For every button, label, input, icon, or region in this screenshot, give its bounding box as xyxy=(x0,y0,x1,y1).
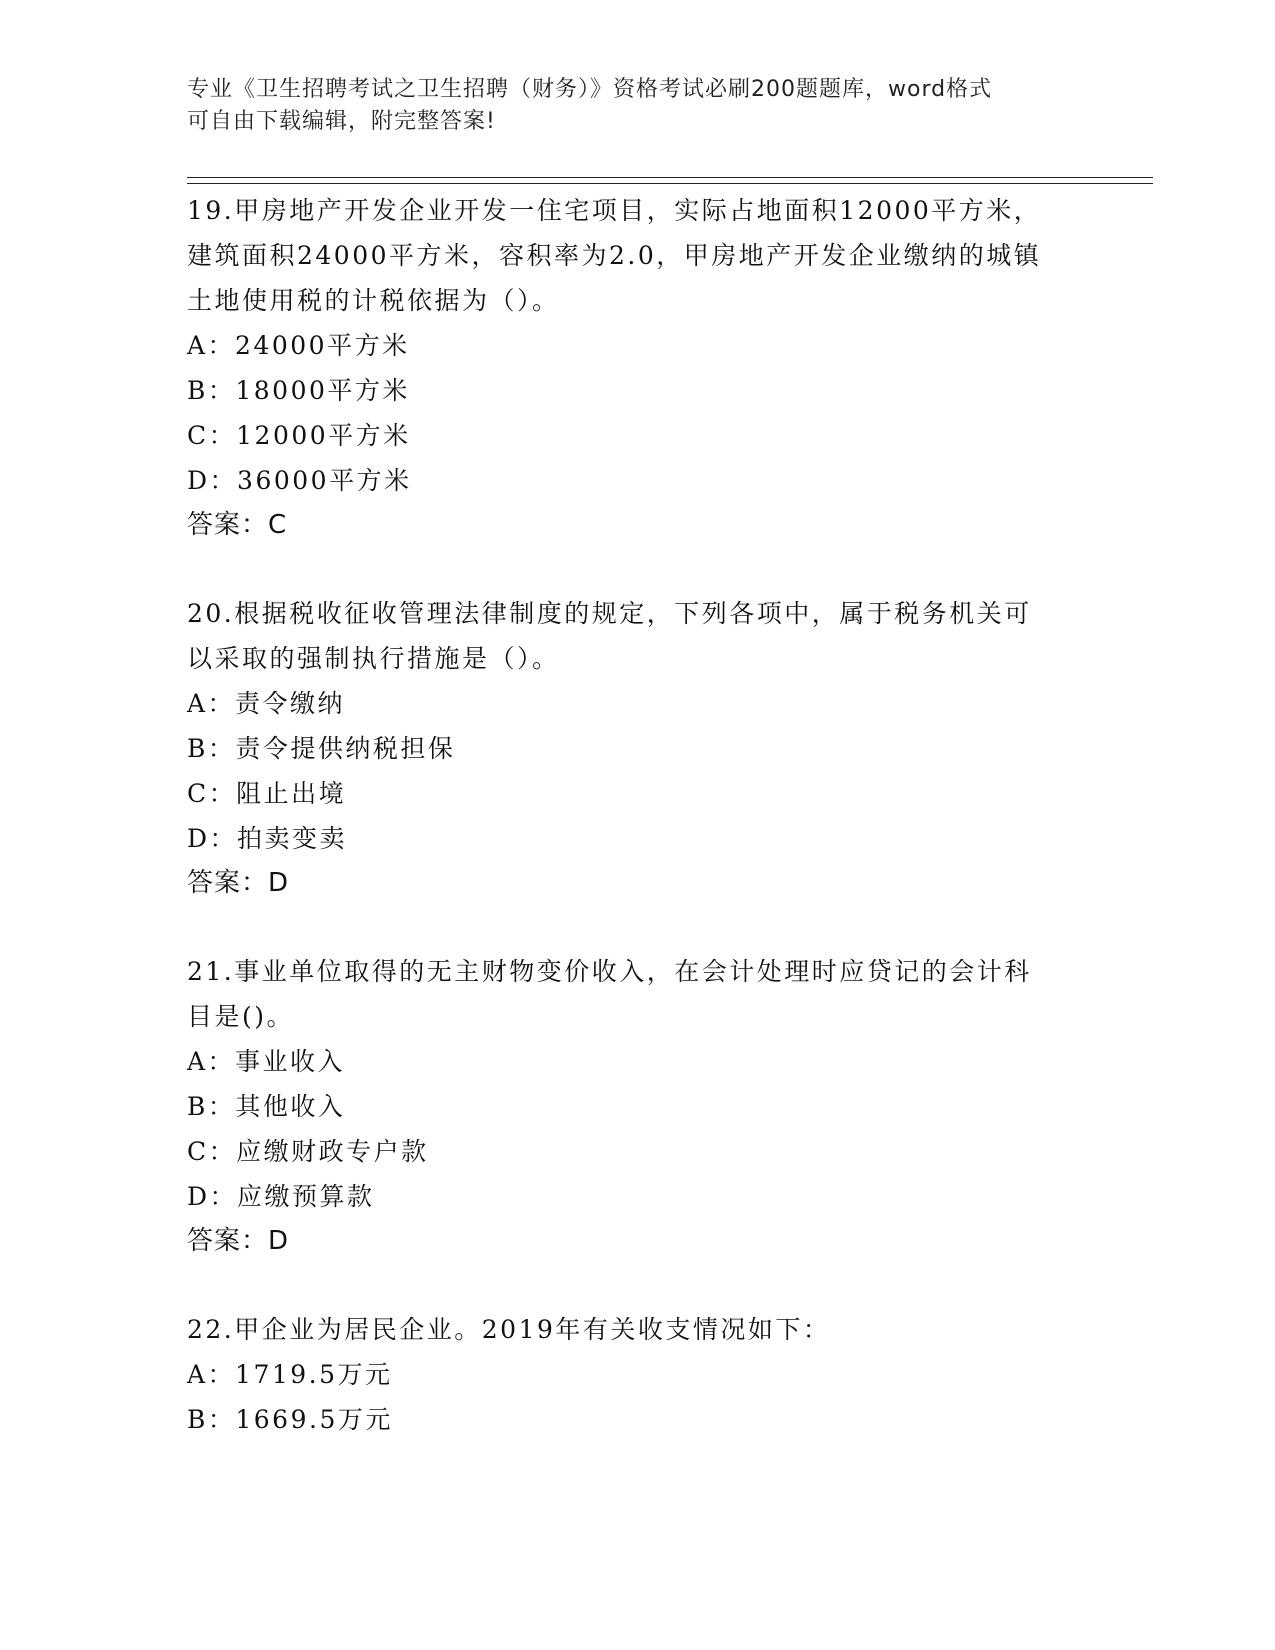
question-stem-line: 建筑面积24000平方米，容积率为2.0，甲房地产开发企业缴纳的城镇 xyxy=(187,241,1042,270)
answer-line: 答案：D xyxy=(187,868,290,898)
header-divider-bottom xyxy=(187,183,1153,184)
option-d: D：应缴预算款 xyxy=(187,1182,375,1211)
option-a: A：责令缴纳 xyxy=(187,689,346,718)
question-stem-line: 目是()。 xyxy=(187,1002,295,1031)
question-stem xyxy=(187,591,1087,681)
question-stem xyxy=(187,1307,1087,1352)
question-list xyxy=(187,188,1087,1485)
answer-line: 答案：D xyxy=(187,1226,290,1256)
question-21 xyxy=(187,949,1087,1264)
option-d: D：36000平方米 xyxy=(187,466,412,495)
header-title-line-2: 可自由下载编辑，附完整答案! xyxy=(187,109,496,134)
question-19 xyxy=(187,188,1087,548)
question-stem xyxy=(187,949,1087,1039)
document-header xyxy=(187,74,1067,138)
header-divider-top xyxy=(187,177,1153,178)
option-b: B：其他收入 xyxy=(187,1092,346,1121)
option-d: D：拍卖变卖 xyxy=(187,824,348,853)
question-stem-line: 20.根据税收征收管理法律制度的规定，下列各项中，属于税务机关可 xyxy=(187,599,1032,628)
question-stem-line: 土地使用税的计税依据为（）。 xyxy=(187,286,560,315)
question-stem-line: 22.甲企业为居民企业。2019年有关收支情况如下： xyxy=(187,1315,831,1344)
answer-line: 答案：C xyxy=(187,510,288,540)
option-a: A：1719.5万元 xyxy=(187,1360,393,1389)
question-stem-line: 19.甲房地产开发企业开发一住宅项目，实际占地面积12000平方米， xyxy=(187,196,1042,225)
question-stem xyxy=(187,188,1087,323)
option-a: A：事业收入 xyxy=(187,1047,346,1076)
question-22 xyxy=(187,1307,1087,1442)
header-title-line-1: 专业《卫生招聘考试之卫生招聘（财务）》资格考试必刷200题题库，word格式 xyxy=(187,77,993,102)
question-stem-line: 以采取的强制执行措施是（）。 xyxy=(187,644,560,673)
option-a: A：24000平方米 xyxy=(187,331,410,360)
option-b: B：18000平方米 xyxy=(187,376,410,405)
option-b: B：责令提供纳税担保 xyxy=(187,734,456,763)
option-c: C：应缴财政专户款 xyxy=(187,1137,429,1166)
question-stem-line: 21.事业单位取得的无主财物变价收入，在会计处理时应贷记的会计科 xyxy=(187,957,1032,986)
option-b: B：1669.5万元 xyxy=(187,1405,393,1434)
option-c: C：阻止出境 xyxy=(187,779,347,808)
option-c: C：12000平方米 xyxy=(187,421,411,450)
question-20 xyxy=(187,591,1087,906)
